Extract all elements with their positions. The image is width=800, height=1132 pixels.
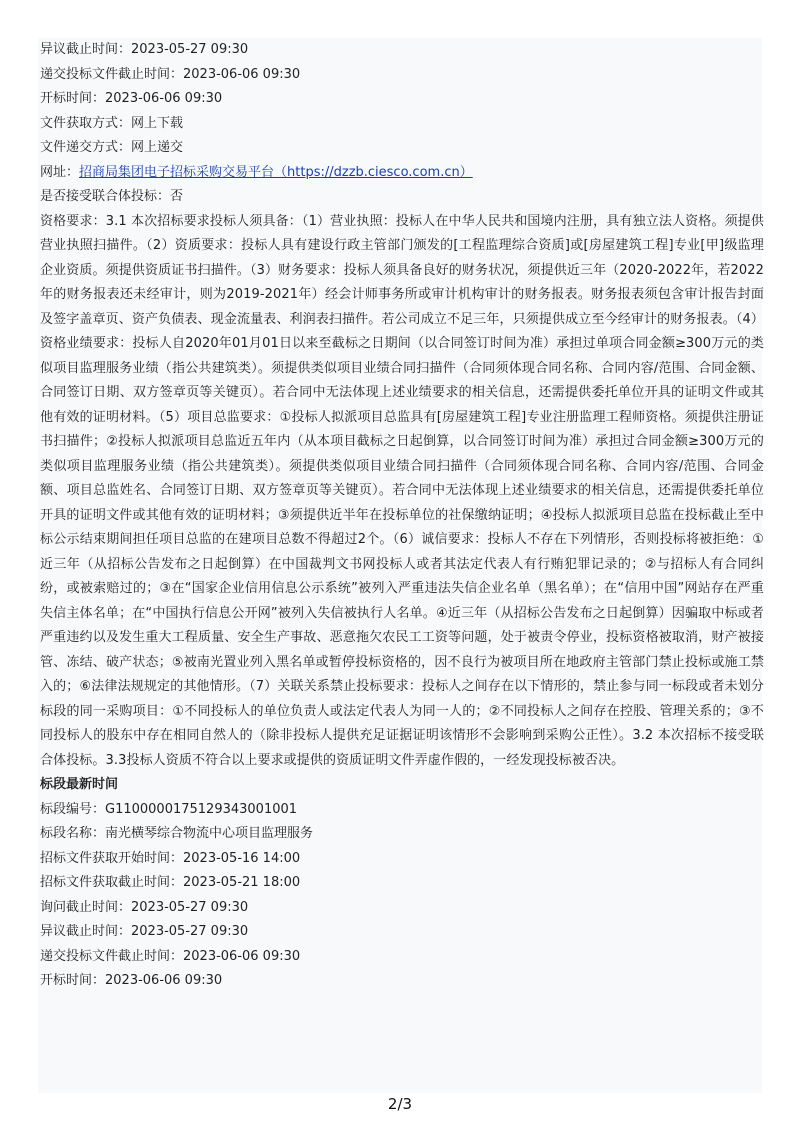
- section-objection-deadline: 异议截止时间：2023-05-27 09:30: [40, 924, 249, 939]
- doc-start-time: 招标文件获取开始时间：2023-05-16 14:00: [40, 850, 301, 866]
- objection-deadline: 异议截止时间：2023-05-27 09:30: [40, 42, 249, 57]
- doc-end-time: 招标文件获取截止时间：2023-05-21 18:00: [40, 875, 301, 890]
- opening-time: 开标时间：2023-06-06 09:30: [40, 91, 223, 106]
- section-submission-deadline: 递交投标文件截止时间：2023-06-06 09:30: [40, 948, 301, 964]
- doc-submit-method: 文件递交方式：网上递交: [40, 140, 184, 155]
- doc-obtain-method: 文件获取方式：网上下载: [40, 115, 184, 131]
- section-opening-time: 开标时间：2023-06-06 09:30: [40, 973, 223, 988]
- website-label: 网址：: [40, 164, 80, 180]
- document-body: [40, 38, 764, 994]
- website-row: [40, 161, 764, 186]
- section-heading: 标段最新时间: [40, 777, 119, 792]
- qualification-requirements: 资格要求：3.1 本次招标要求投标人须具备：（1）营业执照：投标人在中华人民共和国境内注册，具有独立法人资格。须提供营业执照扫描件。（2）资质要求：投标人具有建设行政主管部门颁发的[工程监理综合资质]或[房屋建筑工程]专业[甲]级监理企业资质。须提供资质证书扫描件。（3）财务要求：投标人须具备良好的财务状况，须提供近三年（2020-2022年，若2022年的财务报表还未经审计，则为2019-2021年）经会计师事务所或审计机构审计的财务报表。财务报表须包含审计报告封面及签字盖章页、资产负债表、现金流量表、利润表扫描件。若公司成立不足三年，只须提供成立至今经审计的财务报表。（4）资格业绩要求：投标人自2020年01月01日以来至截标之日期间（以合同签订时间为准）承担过单项合同金额≥300万元的类似项目监理服务业绩（指公共建筑类）。须提供类似项目业绩合同扫描件（合同须体现合同名称、合同内容/范围、合同金额、合同签订日期、双方签章页等关键页）。若合同中无法体现上述业绩要求的相关信息，还需提供委托单位开具的证明文件或其他有效的证明材料。（5）项目总监要求：①投标人拟派项目总监具有[房屋建筑工程]专业注册监理工程师资格。须提供注册证书扫描件；②投标人拟派项目总监近五年内（从本项目截标之日起倒算，以合同签订时间为准）承担过合同金额≥300万元的类似项目监理服务业绩（指公共建筑类）。须提供类似项目业绩合同扫描件（合同须体现合同名称、合同内容/范围、合同金额、项目总监姓名、合同签订日期、双方签章页等关键页）。若合同中无法体现上述业绩要求的相关信息，还需提供委托单位开具的证明文件或其他有效的证明材料；③须提供近半年在投标单位的社保缴纳证明；④投标人拟派项目总监在投标截止至中标公示结束期间担任项目总监的在建项目总数不得超过2个。（6）诚信要求：投标人不存在下列情形，否则投标将被拒绝：①近三年（从招标公告发布之日起倒算）在中国裁判文书网投标人或者其法定代表人有行贿犯罪记录的；②与招标人有合同纠纷，或被索赔过的；③在“国家企业信用信息公示系统”被列入严重违法失信企业名单（黑名单）；在“信用中国”网站存在严重失信主体名单；在“中国执行信息公开网”被列入失信被执行人名单。④近三年（从招标公告发布之日起倒算）因骗取中标或者严重违约以及发生重大工程质量、安全生产事故、恶意拖欠农民工工资等问题，处于被责令停业，投标资格被取消，财产被接管、冻结、破产状态；⑤被南光置业列入黑名单或暂停投标资格的，因不良行为被项目所在地政府主管部门禁止投标或施工禁入的；⑥法律法规规定的其他情形。（7）关联关系禁止投标要求：投标人之间存在以下情形的，禁止参与同一标段或者未划分标段的同一采购项目：①不同投标人的单位负责人或法定代表人为同一人的；②不同投标人之间存在控股、管理关系的；③不同投标人的股东中存在相同自然人的（除非投标人提供充足证据证明该情形不会影响到采购公正性）。3.2 本次招标不接受联合体投标。3.3投标人资质不符合以上要求或提供的资质证明文件弄虚作假的，一经发现投标被否决。: [40, 213, 764, 768]
- section-code: 标段编号：G1100000175129343001001: [40, 801, 298, 817]
- section-name: 标段名称：南光横琴综合物流中心项目监理服务: [40, 826, 314, 841]
- page-number: 2/3: [387, 1095, 413, 1113]
- joint-bid: 是否接受联合体投标：否: [40, 189, 184, 204]
- website-link[interactable]: 招商局集团电子招标采购交易平台（https://dzzb.ciesco.com.cn）: [79, 164, 473, 180]
- inquiry-deadline: 询问截止时间：2023-05-27 09:30: [40, 899, 249, 915]
- submission-deadline: 递交投标文件截止时间：2023-06-06 09:30: [40, 66, 301, 82]
